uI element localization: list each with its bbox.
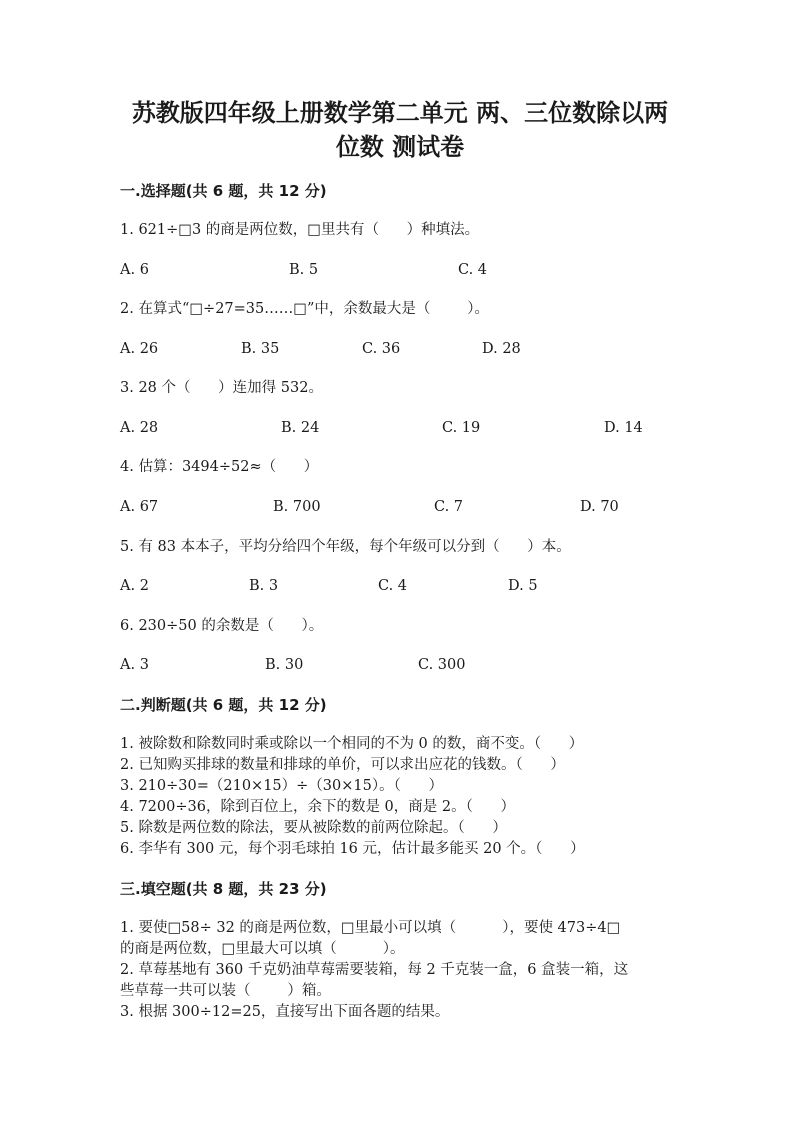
- judge-question-2: 2. 已知购买排球的数量和排球的单价，可以求出应花的钱数。（ ）: [120, 757, 565, 773]
- judge-question-3: 3. 210÷30=（210×15）÷（30×15）。（ ）: [120, 778, 443, 794]
- choice-6-option-c: C. 300: [418, 657, 466, 673]
- section-heading-fill: 三.填空题(共 8 题，共 23 分): [120, 880, 327, 898]
- choice-2-option-c: C. 36: [362, 341, 401, 357]
- fill-question-2-line-1: 2. 草莓基地有 360 千克奶油草莓需要装箱，每 2 千克装一盒，6 盒装一箱，这: [120, 962, 629, 978]
- section-heading-judge: 二.判断题(共 6 题，共 12 分): [120, 696, 327, 714]
- judge-question-1: 1. 被除数和除数同时乘或除以一个相同的不为 0 的数，商不变。（ ）: [120, 736, 584, 752]
- choice-question-4: 4. 估算：3494÷52≈（ ）: [120, 459, 319, 475]
- judge-question-6: 6. 李华有 300 元，每个羽毛球拍 16 元，估计最多能买 20 个。（ ）: [120, 841, 585, 857]
- choice-1-option-b: B. 5: [289, 262, 319, 278]
- choice-3-option-c: C. 19: [442, 420, 481, 436]
- choice-4-option-a: A. 67: [120, 499, 159, 515]
- choice-2-option-a: A. 26: [120, 341, 159, 357]
- choice-question-2: 2. 在算式“□÷27=35……□”中，余数最大是（ ）。: [120, 301, 489, 317]
- choice-question-5: 5. 有 83 本本子，平均分给四个年级，每个年级可以分到（ ）本。: [120, 539, 571, 555]
- judge-question-4: 4. 7200÷36，除到百位上，余下的数是 0，商是 2。（ ）: [120, 799, 516, 815]
- choice-6-option-b: B. 30: [265, 657, 304, 673]
- judge-question-5: 5. 除数是两位数的除法，要从被除数的前两位除起。（ ）: [120, 820, 507, 836]
- choice-3-option-a: A. 28: [120, 420, 159, 436]
- choice-6-option-a: A. 3: [120, 657, 149, 673]
- choice-question-3: 3. 28 个（ ）连加得 532。: [120, 380, 323, 396]
- choice-5-option-a: A. 2: [120, 578, 149, 594]
- choice-2-option-b: B. 35: [241, 341, 280, 357]
- fill-question-3-line-1: 3. 根据 300÷12=25，直接写出下面各题的结果。: [120, 1004, 450, 1020]
- choice-question-6: 6. 230÷50 的余数是（ ）。: [120, 618, 324, 634]
- fill-question-1-line-1: 1. 要使□58÷ 32 的商是两位数，□里最小可以填（ ），要使 473÷4□: [120, 920, 621, 936]
- choice-2-option-d: D. 28: [482, 341, 521, 357]
- choice-1-option-c: C. 4: [458, 262, 488, 278]
- choice-3-option-d: D. 14: [604, 420, 643, 436]
- choice-5-option-b: B. 3: [249, 578, 279, 594]
- exam-title-line-1: 苏教版四年级上册数学第二单元 两、三位数除以两: [131, 99, 669, 127]
- choice-4-option-d: D. 70: [580, 499, 619, 515]
- fill-question-1-line-2: 的商是两位数，□里最大可以填（ ）。: [120, 941, 405, 957]
- choice-4-option-b: B. 700: [273, 499, 321, 515]
- exam-title-line-2: 位数 测试卷: [335, 133, 465, 161]
- choice-1-option-a: A. 6: [120, 262, 149, 278]
- choice-4-option-c: C. 7: [434, 499, 464, 515]
- choice-5-option-d: D. 5: [508, 578, 538, 594]
- choice-question-1: 1. 621÷□3 的商是两位数，□里共有（ ）种填法。: [120, 222, 480, 238]
- choice-3-option-b: B. 24: [281, 420, 320, 436]
- fill-question-2-line-2: 些草莓一共可以装（ ）箱。: [120, 983, 331, 999]
- section-heading-choice: 一.选择题(共 6 题，共 12 分): [120, 182, 327, 200]
- choice-5-option-c: C. 4: [378, 578, 408, 594]
